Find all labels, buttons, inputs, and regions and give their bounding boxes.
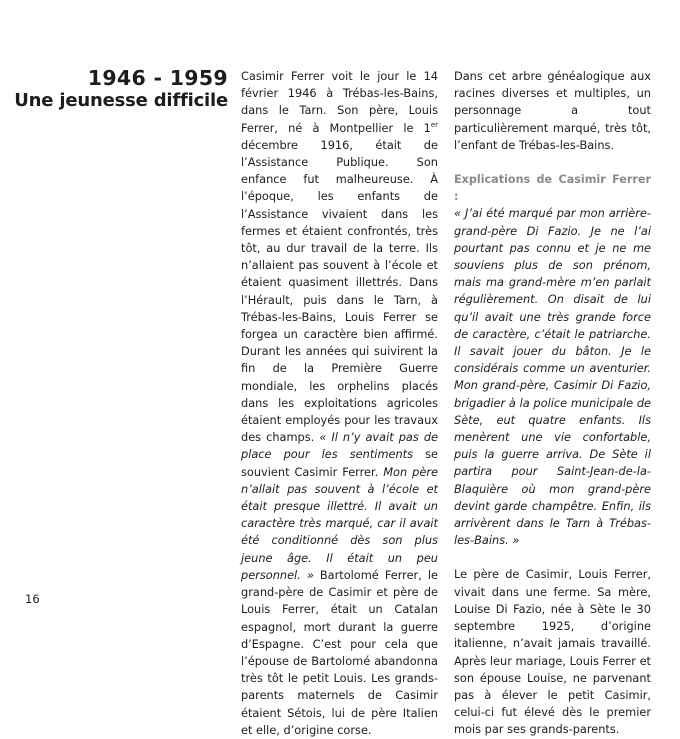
body-paragraph: Dans cet arbre généalogique aux racines diverses et multiples, un personnage a tout particulièrement marqué, très tôt, l’enfant de Trébas-les-Bains. (454, 69, 651, 152)
paragraph-spacer (454, 154, 651, 171)
body-text: décembre 1916, était de l’Assistance Publique. Son enfance fut malheureuse. À l’époque, les enfants de l’Assistance vivaient dans les fermes et étaient confrontés, très tôt, au dur travail de la terre. Ils n’allaient pas souvent à l’école et étaient quasiment illettrés. Dans l’Hérault, puis dans le Tarn, à Trébas-les-Bains, Louis Ferrer se forgea un caractère bien affirmé. Durant les années qui suivirent la fin de la Première Guerre mondiale, les orphelins placés dans les exploitations agricoles étaient employés pour les travaux des champs. (241, 137, 438, 445)
page-number: 16 (25, 592, 40, 606)
chapter-subtitle: Une jeunesse difficile (14, 90, 228, 111)
body-paragraph: Le père de Casimir, Louis Ferrer, vivait dans une ferme. Sa mère, Louise Di Fazio, née à Sète le 30 septembre 1925, d’origine italienne, n’avait jamais travaillé. Après leur mariage, Louis Ferrer et son épouse Louise, ne parvenant pas à élever le petit Casimir, celui-ci fut élevé dès le premier mois par ses grands-parents. (454, 567, 651, 737)
body-text: Bartolomé Ferrer, le grand-père de Casimir et père de Louis Ferrer, était un Catalan espagnol, mort durant la guerre d’Espagne. C’est pour cela que l’épouse de Bartolomé abandonna très tôt le petit Louis. Les grands-parents maternels de Casimir étaient Sétois, lui de père Italien et elle, d’origine corse. (241, 567, 438, 737)
quote-text: Mon père n’allait pas souvent à l’école et était presque illettré. Il avait un caractère très marqué, car il avait été conditionné dès son plus jeune âge. Il était un peu personnel. » (241, 464, 438, 582)
paragraph-spacer (454, 549, 651, 566)
body-text: se souvient Casimir Ferrer. (241, 447, 438, 479)
ordinal-superscript: er (430, 120, 438, 129)
chapter-heading (14, 66, 228, 112)
chapter-years: 1946 - 1959 (87, 66, 228, 90)
quote-text: « Il n’y avait pas de place pour les sentiments (241, 430, 438, 462)
quote-paragraph: « J’ai été marqué par mon arrière-grand-père Di Fazio. Je ne l’ai pourtant pas connu et je ne me souviens plus de son prénom, mais ma grand-mère m’en parlait régulièrement. On disait de lui qu’il avait une très grande force de caractère, c’était le patriarche. Il savait jouer du bâton. Je le considérais comme un aventurier. Mon grand-père, Casimir Di Fazio, brigadier à la police municipale de Sète, eut quatre enfants. Ils menèrent une vie confortable, puis la guerre arriva. De Sète il partira pour Saint-Jean-de-la-Blaquière où mon grand-père devint garde champêtre. Enfin, ils arrivèrent dans le Tarn à Trébas-les-Bains. » (454, 206, 651, 548)
section-subheading: Explications de Casimir Ferrer : (454, 173, 651, 204)
text-column-right (454, 68, 651, 739)
body-paragraph (241, 68, 438, 739)
body-text: Casimir Ferrer voit le jour le 14 février 1946 à Trébas-les-Bains, dans le Tarn. Son père, Louis Ferrer, né à Montpellier le 1 (241, 69, 438, 135)
text-column-left (241, 68, 438, 739)
